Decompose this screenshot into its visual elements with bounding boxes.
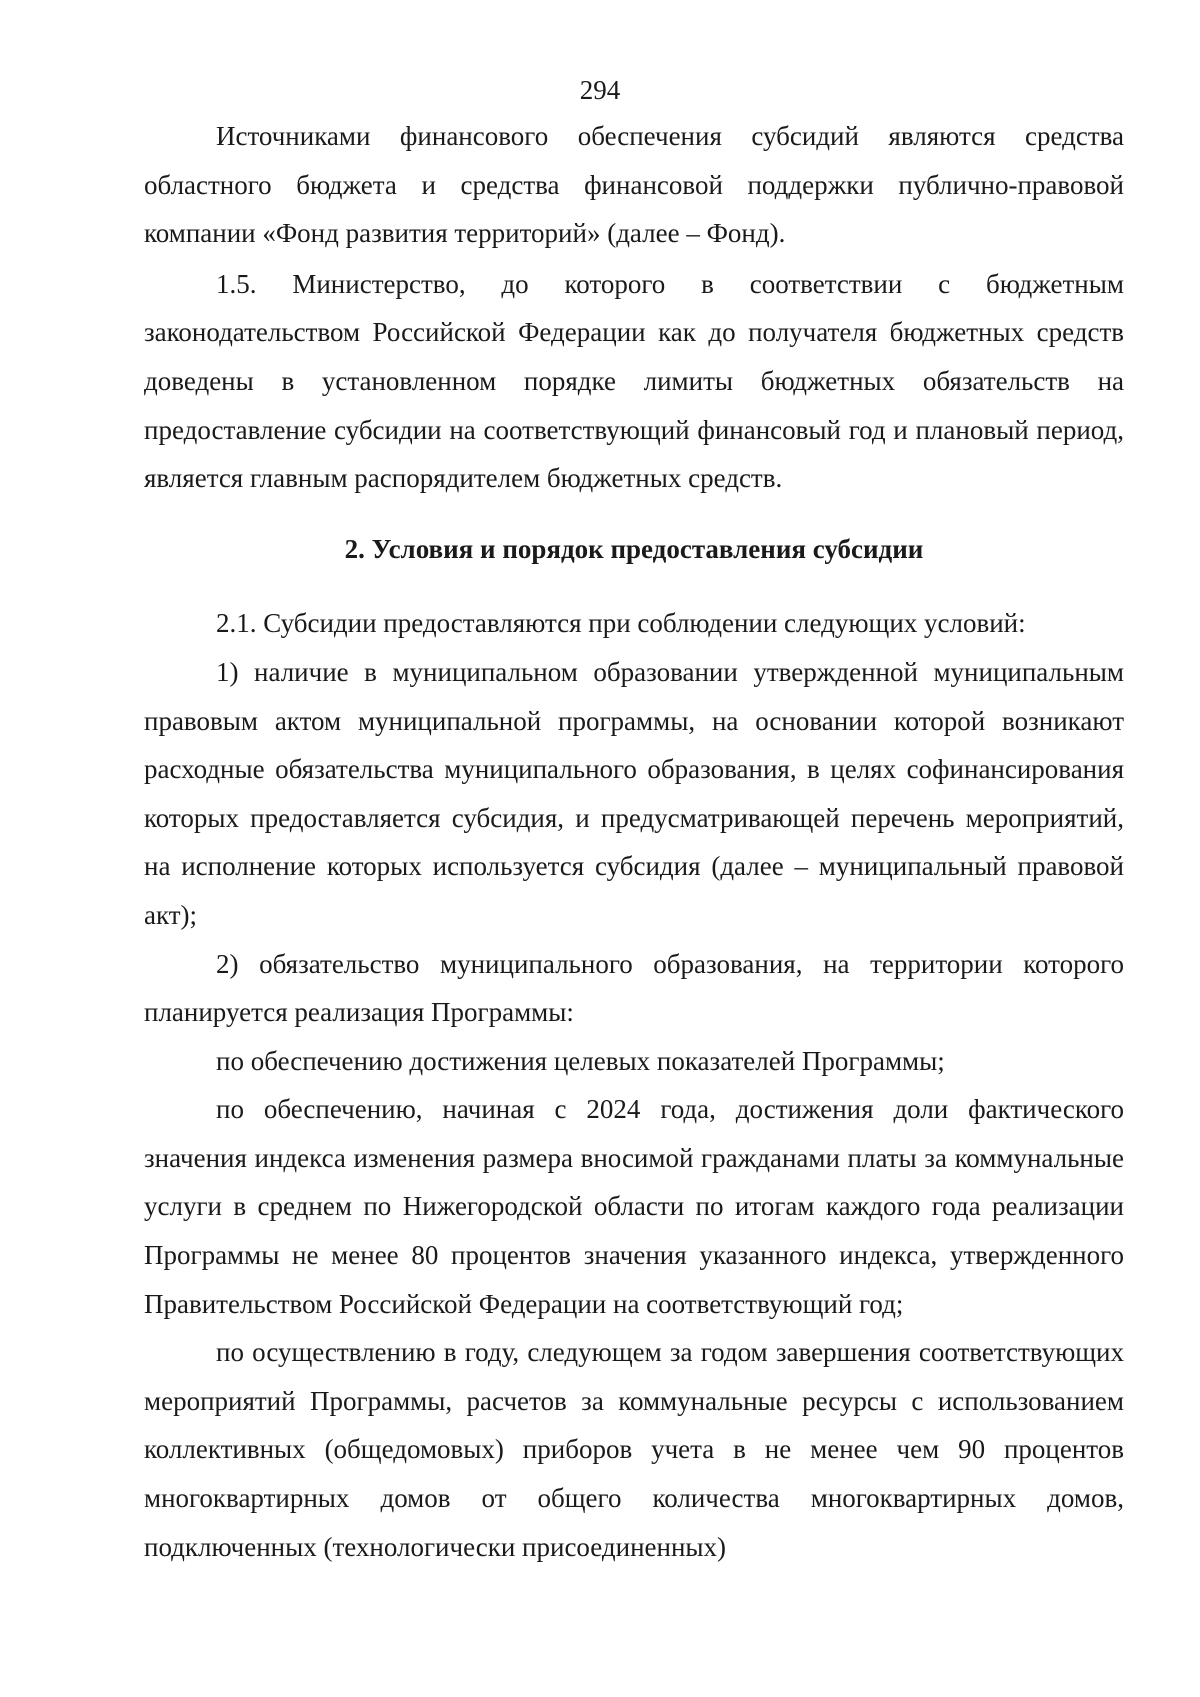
subitem-index-share: по обеспечению, начиная с 2024 года, достижения доли фактического значения индекса изменения размера вносимой гражданами платы за коммунальные услуги в среднем по Нижегородской области по итогам каждого года реализации Программы не менее 80 процентов значения указанного индекса, утвержденного Правительством Российской Федерации на соответствующий год; — [144, 1094, 1124, 1319]
list-item-1: 1) наличие в муниципальном образовании утвержденной муниципальным правовым актом муниципальной программы, на основании которой возникают расходные обязательства муниципального образования, в целях софинансирования которых предоставляется субсидия, и предусматривающей перечень мероприятий, на исполнение которых используется субсидия (далее – муниципальный правовой акт); — [144, 656, 1124, 930]
paragraph-funding-sources: Источниками финансового обеспечения субсидий являются средства областного бюджета и средства финансовой поддержки публично-правовой компании «Фонд развития территорий» (далее – Фонд). — [144, 121, 1124, 249]
list-item-2: 2) обязательство муниципального образования, на территории которого планируется реализация Программы: — [144, 948, 1124, 1028]
paragraph-1-5: 1.5. Министерство, до которого в соответствии с бюджетным законодательством Российской Федерации как до получателя бюджетных средств доведены в установленном порядке лимиты бюджетных обязательств на предоставление субсидии на соответствующий финансовый год и плановый период, является главным распорядителем бюджетных средств. — [144, 268, 1124, 494]
section-heading: 2. Условия и порядок предоставления субсидии — [344, 533, 924, 564]
subitem-metering: по осуществлению в году, следующем за годом завершения соответствующих мероприятий Программы, расчетов за коммунальные ресурсы с использованием коллективных (общедомовых) приборов учета в не менее чем 90 процентов многоквартирных домов от общего количества многоквартирных домов, подключенных (технологически присоединенных) — [144, 1337, 1124, 1562]
subitem-targets: по обеспечению достижения целевых показателей Программы; — [216, 1045, 945, 1076]
document-body — [144, 112, 1124, 1571]
page-number: 294 — [579, 75, 621, 105]
paragraph-2-1: 2.1. Субсидии предоставляются при соблюдении следующих условий: — [216, 608, 1026, 639]
